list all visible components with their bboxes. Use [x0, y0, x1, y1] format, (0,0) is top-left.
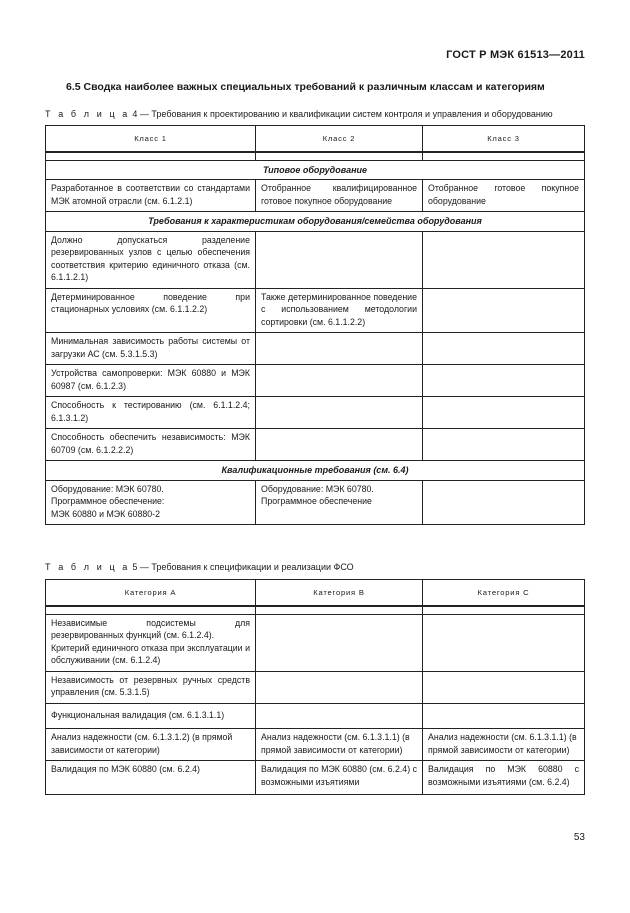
table4-header-row	[46, 126, 585, 152]
table-cell-empty	[256, 614, 423, 671]
table-cell: Отобранное квалифицированное готовое покупное оборудование	[256, 180, 423, 212]
table-row	[46, 288, 585, 333]
table4-subheader-qualification: Квалификационные требования (см. 6.4)	[46, 461, 585, 481]
table-cell-empty	[256, 333, 423, 365]
table4-header-class3: Класс 3	[423, 126, 585, 152]
cell-paragraph: Критерий единичного отказа при эксплуатации и обслуживании (см. 6.1.2.4)	[51, 642, 250, 665]
table-cell-empty	[423, 671, 585, 703]
table5-label: Т а б л и ц а	[45, 562, 130, 572]
table-cell: Способность обеспечить независимость: МЭК 60709 (см. 6.1.2.2.2)	[46, 429, 256, 461]
cell-paragraph: Независимые подсистемы для резервированных функций (см. 6.1.2.4).	[51, 617, 250, 640]
table4-subheader-row	[46, 160, 585, 180]
table-cell	[46, 480, 256, 525]
table-cell	[46, 614, 256, 671]
table-cell: Валидация по МЭК 60880 (см. 6.2.4) с возможными изъятиями	[256, 761, 423, 795]
table4	[45, 125, 585, 525]
table-cell: Способность к тестированию (см. 6.1.1.2.4; 6.1.3.1.2)	[46, 397, 256, 429]
table4-caption	[45, 109, 553, 119]
table5-caption-text: 5 — Требования к спецификации и реализации ФСО	[132, 562, 354, 572]
table-cell: Анализ надежности (см. 6.1.3.1.1) (в прямой зависимости от категории)	[256, 729, 423, 761]
table-row	[46, 480, 585, 525]
page-number: 53	[573, 832, 585, 843]
cell-line: МЭК 60880 и МЭК 60880-2	[51, 508, 160, 519]
table-row	[46, 231, 585, 288]
table-row	[46, 761, 585, 795]
table-cell: Функциональная валидация (см. 6.1.3.1.1)	[46, 703, 256, 729]
table-row	[46, 365, 585, 397]
table4-header-class2: Класс 2	[256, 126, 423, 152]
table-cell-empty	[256, 365, 423, 397]
table-cell-empty	[256, 703, 423, 729]
table-cell-empty	[423, 429, 585, 461]
table4-subheader-row	[46, 212, 585, 232]
table-row	[46, 429, 585, 461]
table-cell: Валидация по МЭК 60880 с возможными изъятиями (см. 6.2.4)	[423, 761, 585, 795]
table-cell-empty	[256, 231, 423, 288]
table-cell-empty	[423, 333, 585, 365]
table-cell: Отобранное готовое покупное оборудование	[423, 180, 585, 212]
table4-subheader-characteristics: Требования к характеристикам оборудования/семейства оборудования	[46, 212, 585, 232]
cell-line: Программное обеспечение	[261, 496, 372, 506]
table4-label: Т а б л и ц а	[45, 109, 130, 119]
table5-header-category-c: Категория С	[423, 580, 585, 606]
table-row	[46, 671, 585, 703]
table-cell-empty	[256, 671, 423, 703]
table4-header-gap	[46, 152, 585, 161]
standard-header: ГОСТ Р МЭК 61513—2011	[446, 49, 585, 61]
table-cell: Минимальная зависимость работы системы от загрузки АС (см. 5.3.1.5.3)	[46, 333, 256, 365]
table-row	[46, 180, 585, 212]
table4-caption-text: 4 — Требования к проектированию и квалификации систем контроля и управления и оборудованию	[132, 109, 553, 119]
table-cell-empty	[256, 429, 423, 461]
table-cell: Независимость от резервных ручных средств управления (см. 5.3.1.5)	[46, 671, 256, 703]
table4-subheader-row	[46, 461, 585, 481]
table-row	[46, 614, 585, 671]
table4-subheader-typical: Типовое оборудование	[46, 160, 585, 180]
table-cell: Детерминированное поведение при стационарных условиях (см. 6.1.1.2.2)	[46, 288, 256, 333]
table-row	[46, 729, 585, 761]
table-cell-empty	[423, 703, 585, 729]
cell-line: Оборудование: МЭК 60780.	[261, 483, 374, 494]
table-cell: Валидация по МЭК 60880 (см. 6.2.4)	[46, 761, 256, 795]
table-cell: Должно допускаться разделение резервированных узлов с целью обеспечения соответствия критерию единичного отказа (см. 6.1.1.2.1)	[46, 231, 256, 288]
table4-header-class1: Класс 1	[46, 126, 256, 152]
table-cell: Разработанное в соответствии со стандартами МЭК атомной отрасли (см. 6.1.2.1)	[46, 180, 256, 212]
cell-line: Оборудование: МЭК 60780.	[51, 483, 164, 494]
section-title: 6.5 Сводка наиболее важных специальных требований к различным классам и категориям	[66, 81, 545, 93]
table-cell	[256, 480, 423, 525]
table5-caption	[45, 562, 354, 572]
cell-line: Программное обеспечение:	[51, 496, 165, 506]
table5	[45, 579, 585, 795]
table-cell-empty	[423, 365, 585, 397]
table-row	[46, 333, 585, 365]
table-cell-empty	[423, 231, 585, 288]
table-cell-empty	[423, 614, 585, 671]
table-row	[46, 703, 585, 729]
table-cell: Анализ надежности (см. 6.1.3.1.2) (в прямой зависимости от категории)	[46, 729, 256, 761]
table-cell-empty	[256, 397, 423, 429]
table-cell-empty	[423, 288, 585, 333]
table5-header-category-a: Категория А	[46, 580, 256, 606]
table-cell: Устройства самопроверки: МЭК 60880 и МЭК 60987 (см. 6.1.2.3)	[46, 365, 256, 397]
table5-header-gap	[46, 606, 585, 615]
table-row	[46, 397, 585, 429]
table-cell: Анализ надежности (см. 6.1.3.1.1) (в прямой зависимости от категории)	[423, 729, 585, 761]
table-cell: Также детерминированное поведение с использованием методологии сортировки (см. 6.1.1.2.2)	[256, 288, 423, 333]
table-cell-empty	[423, 480, 585, 525]
table-cell-empty	[423, 397, 585, 429]
table5-header-category-b: Категория В	[256, 580, 423, 606]
table5-header-row	[46, 580, 585, 606]
